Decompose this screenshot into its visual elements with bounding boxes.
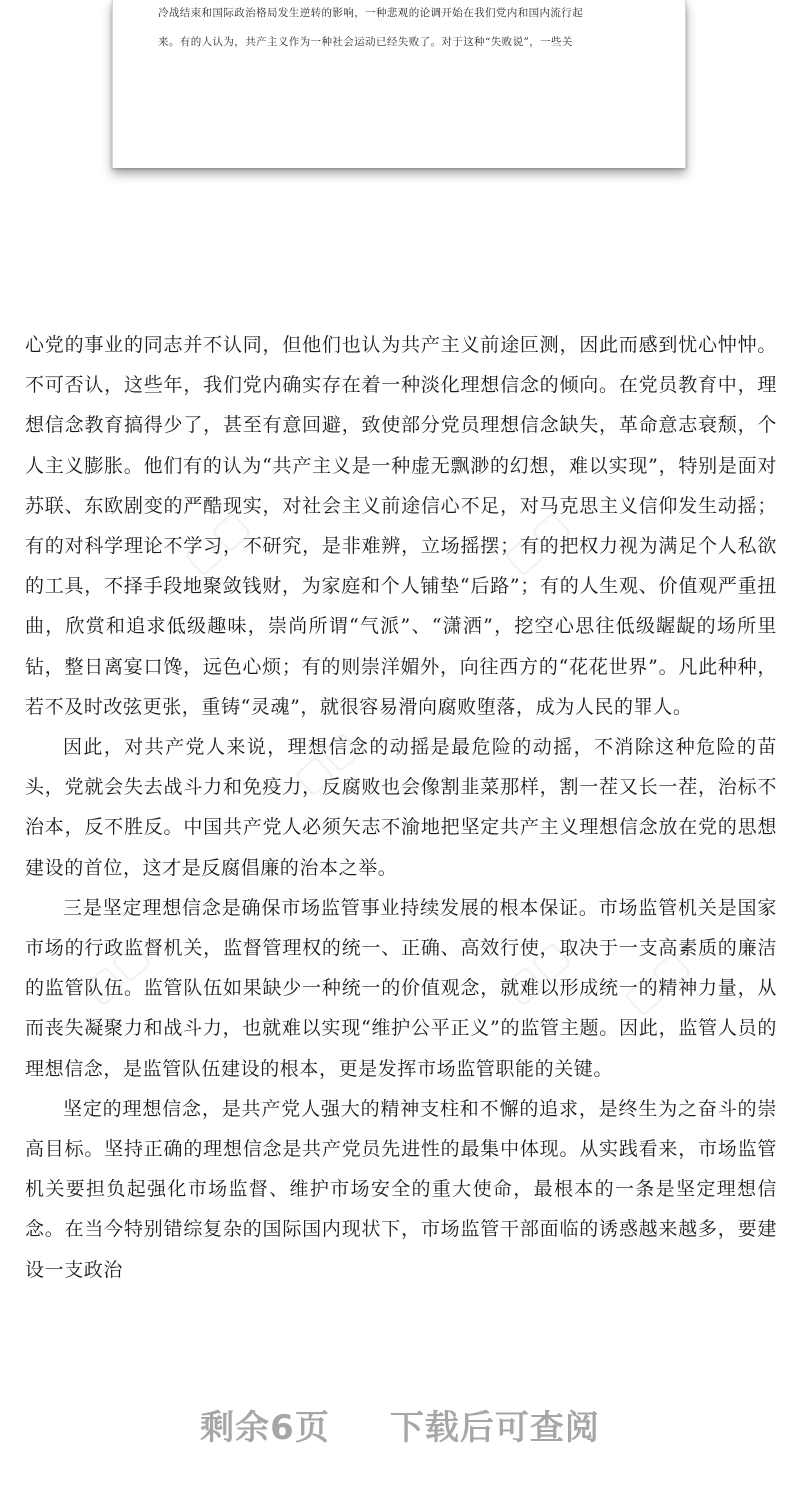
article-paragraph: 因此，对共产党人来说，理想信念的动摇是最危险的动摇，不消除这种危险的苗头，党就会失去战斗力和免疫力，反腐败也会像割韭菜那样，割一茬又长一茬，治标不治本，反不胜反。中国共产党人必须矢志不渝地把坚定共产主义理想信念放在党的思想建设的首位，这才是反腐倡廉的治本之举。: [25, 736, 777, 879]
watermark-mark: ▢▢: [614, 941, 698, 1023]
watermark-mark: ▢▢: [494, 931, 578, 1013]
download-banner[interactable]: [0, 1400, 800, 1449]
preview-line: 来。有的人认为，共产主义作为一种社会运动已经失败了。对于这种“失败说”，一些关: [158, 36, 573, 48]
article-paragraph: 心党的事业的同志并不认同，但他们也认为共产主义前途叵测，因此而感到忧心忡忡。不可否认，这些年，我们党内确实存在着一种淡化理想信念的倾向。在党员教育中，理想信念教育搞得少了，甚至有意回避，致使部分党员理想信念缺失，革命意志衰颓，个人主义膨胀。他们有的认为“共产主义是一种虚无飘渺的幻想，难以实现”，特别是面对苏联、东欧剧变的严酷现实，对社会主义前途信心不足，对马克思主义信仰发生动摇；有的对科学理论不学习，不研究，是非难辨，立场摇摆；有的把权力视为满足个人私欲的工具，不择手段地聚敛钱财，为家庭和个人铺垫“后路”；有的人生观、价值观严重扭曲，欣赏和追求低级趣味，崇尚所谓“气派”、“潇洒”，挖空心思往低级龌龊的场所里钻，整日离宴口馋，远色心烦；有的则崇洋媚外，向往西方的“花花世界”。凡此种种，若不及时改弦更张，重铸“灵魂”，就很容易滑向腐败堕落，成为人民的罪人。: [25, 334, 777, 718]
article-body: [25, 325, 777, 1290]
download-to-view-label[interactable]: 下载后可查阅: [389, 1408, 600, 1448]
article-paragraph: 三是坚定理想信念是确保市场监管事业持续发展的根本保证。市场监管机关是国家市场的行政监督机关，监督管理权的统一、正确、高效行使，取决于一支高素质的廉洁的监管队伍。监管队伍如果缺少一种统一的价值观念，就难以形成统一的精神力量，从而丧失凝聚力和战斗力，也就难以实现“维护公平正义”的监管主题。因此，监管人员的理想信念，是监管队伍建设的根本，更是发挥市场监管职能的关键。: [25, 896, 777, 1080]
preview-line: 冷战结束和国际政治格局发生逆转的影响，一种悲观的论调开始在我们党内和国内流行起: [158, 7, 584, 19]
watermark-mark: ▢▢: [494, 501, 578, 583]
watermark-mark: ▢▢: [284, 721, 368, 803]
watermark-mark: ▢▢: [174, 501, 258, 583]
remaining-pages-label: 剩余6页: [200, 1408, 330, 1448]
article-paragraph: 坚定的理想信念，是共产党人强大的精神支柱和不懈的追求，是终生为之奋斗的崇高目标。坚持正确的理想信念是共产党员先进性的最集中体现。从实践看来，市场监管机关要担负起强化市场监督、维护市场安全的重大使命，最根本的一条是坚定理想信念。在当今特别错综复杂的国际国内现状下，市场监管干部面临的诱惑越来越多，要建设一支政治: [25, 1097, 777, 1281]
watermark-mark: ▢▢: [74, 931, 158, 1013]
preview-page-card: [112, 0, 686, 168]
